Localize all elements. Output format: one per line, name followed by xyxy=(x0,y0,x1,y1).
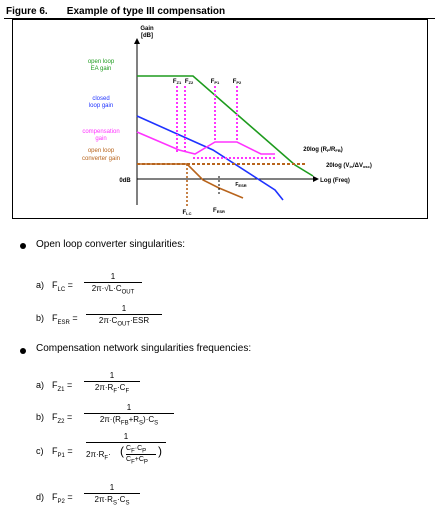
eq-fp1-fraction xyxy=(86,432,166,466)
ea-label-line1: open loop xyxy=(87,59,115,65)
eq-fz1-lhs: $F_{Z1}$ = xyxy=(52,380,73,393)
bode-plot-figure xyxy=(12,19,428,219)
r20log-label: 20log (RF/RFB) xyxy=(303,147,343,153)
fz1-label: FZ1 xyxy=(172,79,182,85)
eq-fz1-label: a) xyxy=(36,380,45,390)
conv-label-line1: open loop xyxy=(87,148,115,154)
eq-fz2-den: $2\pi\cdot(R_{FB}+R_S)\cdot C_S$ xyxy=(99,415,159,427)
bullet-2 xyxy=(20,348,26,354)
figure-title: Example of type III compensation xyxy=(66,6,226,17)
eq-flc-den: $2\pi\cdot√L\cdot C_{OUT}$ xyxy=(91,284,135,296)
bullet-1 xyxy=(20,243,26,249)
converter-gain-curve xyxy=(187,164,243,198)
eq-fp2-num: 1 xyxy=(109,483,115,492)
fp2-label: FP2 xyxy=(232,79,242,85)
eq-flc-lhs: $F_{LC}$ = xyxy=(52,280,73,293)
eq-fp1-label: c) xyxy=(36,446,44,456)
eq-fesr-den: $2\pi\cdot C_{OUT}\cdot ESR$ xyxy=(98,316,150,328)
comp-label-line2: gain xyxy=(95,136,107,142)
eq-fesr-fraction xyxy=(86,304,162,328)
eq-fz2-fraction xyxy=(84,403,174,427)
fz2-label: FZ2 xyxy=(184,79,194,85)
ea-label-line2: EA gain xyxy=(90,66,112,72)
flc-label: FLC xyxy=(182,210,192,216)
eq-flc-fraction xyxy=(84,272,142,296)
eq-fesr-label: b) xyxy=(36,313,45,323)
gain-label: Gain xyxy=(140,26,154,32)
zero-db-label: 0dB xyxy=(119,178,131,184)
gain-unit-label: [dB] xyxy=(141,33,153,39)
eq-fp2-label: d) xyxy=(36,492,45,502)
v20log-label: 20log (Vin/ΔVosc) xyxy=(326,163,372,169)
closed-label-line2: loop gain xyxy=(88,103,114,109)
eq-fp2-den: $2\pi\cdot R_S\cdot C_S$ xyxy=(94,495,130,507)
eq-flc-label: a) xyxy=(36,280,45,290)
eq-fesr-num: 1 xyxy=(121,304,127,313)
figure-caption xyxy=(6,6,225,17)
eq-fp1-num: 1 xyxy=(123,432,129,441)
fesr-small-label: $F_{ESR}$ xyxy=(235,182,247,188)
compensation-curve xyxy=(137,132,275,154)
eq-fz1-fraction xyxy=(84,371,140,395)
eq-fp2-fraction xyxy=(84,483,140,507)
eq-fz1-den: $2\pi\cdot R_F\cdot C_F$ xyxy=(94,383,130,395)
eq-fz2-lhs: $F_{Z2}$ = xyxy=(52,412,73,425)
fp1-label: FP1 xyxy=(210,79,220,85)
conv-label-line2: converter gain xyxy=(81,156,121,162)
gain-axis-arrow xyxy=(134,38,140,44)
bode-plot-svg xyxy=(13,20,427,218)
eq-fesr-lhs: $F_{ESR}$ = xyxy=(52,313,78,326)
eq-fz2-label: b) xyxy=(36,412,45,422)
freq-axis-arrow xyxy=(313,176,319,182)
eq-fp1-lhs: $F_{P1}$ = xyxy=(52,446,73,459)
ea-gain-curve xyxy=(137,76,313,176)
section1-heading: Open loop converter singularities: xyxy=(36,239,185,250)
figure-number: Figure 6. xyxy=(6,6,48,17)
comp-label-line1: compensation xyxy=(82,129,120,135)
eq-fz1-num: 1 xyxy=(109,371,115,380)
eq-fp2-lhs: $F_{P2}$ = xyxy=(52,492,73,505)
section2-heading: Compensation network singularities frequencies: xyxy=(36,343,252,354)
log-freq-label: Log (Freq) xyxy=(320,178,350,184)
eq-fp1-den: $2\pi\cdot R_F\cdot$ ( $C_F\cdot C_P$ $C_F+C_P$ ) xyxy=(86,444,162,466)
fesr-label: FESR xyxy=(213,208,225,214)
eq-flc-num: 1 xyxy=(110,272,116,281)
eq-fz2-num: 1 xyxy=(126,403,132,412)
closed-label-line1: closed xyxy=(92,96,110,102)
